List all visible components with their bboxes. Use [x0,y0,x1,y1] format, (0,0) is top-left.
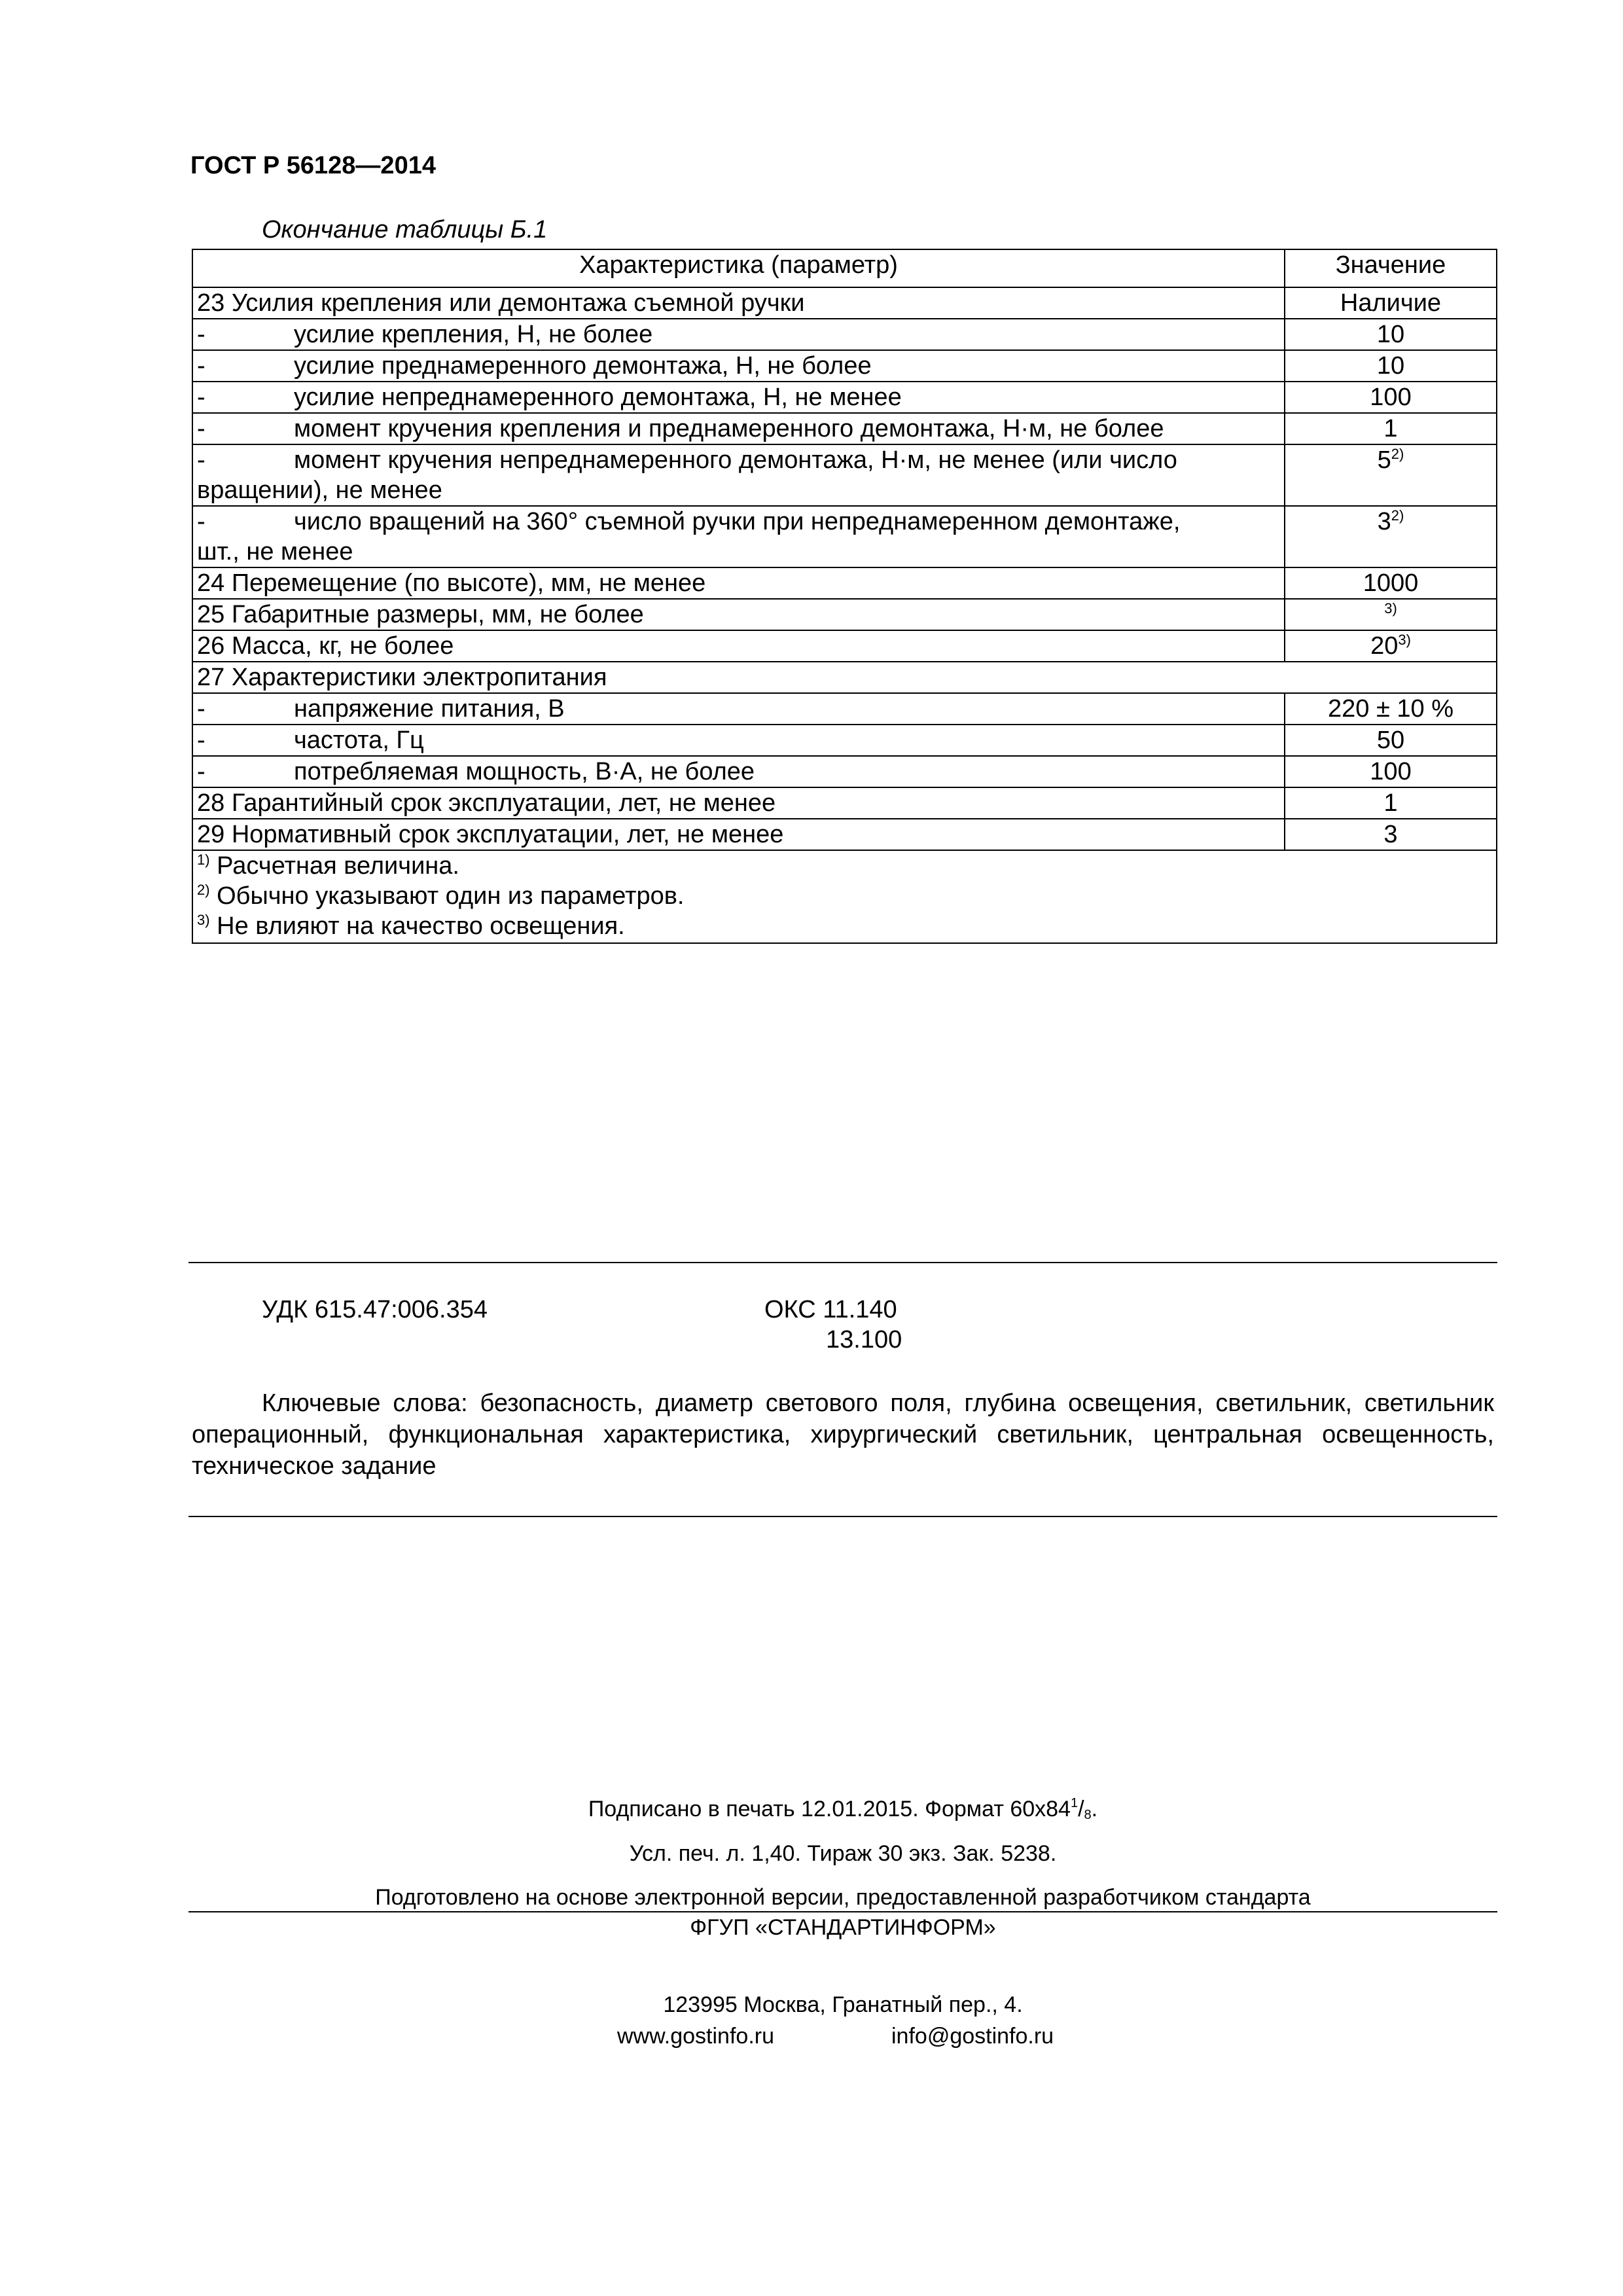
row-label-continuation: шт., не менее [197,538,353,565]
table-row [192,630,1497,662]
dash-marker: - [197,415,205,442]
table-row [192,819,1497,850]
row-label: усилие крепления, Н, не более [294,321,653,348]
dash-marker: - [197,508,205,535]
table-caption: Окончание таблицы Б.1 [262,216,548,243]
dash-marker: - [197,384,205,411]
format-slash: / [1078,1797,1084,1821]
separator-rule [188,1262,1497,1263]
dash-marker: - [197,758,205,785]
row-label-cell [192,693,1285,725]
table-row [192,599,1497,630]
row-value: 100 [1285,382,1497,413]
format-suffix: . [1091,1797,1098,1821]
oks-code: ОКС 11.140 [764,1296,897,1323]
dash-marker: - [197,695,205,723]
oks-code: 13.100 [826,1326,902,1354]
row-value-cell [1285,506,1497,567]
row-label: момент кручения непреднамеренного демонтажа, Н·м, не менее (или число [294,446,1177,474]
row-label: усилие непреднамеренного демонтажа, Н, не менее [294,384,902,411]
row-label-cell [192,382,1285,413]
row-value: 5 [1377,446,1391,474]
row-label-cell [192,413,1285,444]
imprint-print-info: Усл. печ. л. 1,40. Тираж 30 экз. Зак. 5238. [629,1841,1057,1866]
publisher-address: 123995 Москва, Гранатный пер., 4. [663,1992,1023,2017]
footnote-mark: 2) [197,882,210,898]
row-label-cell [192,319,1285,350]
row-label-continuation: вращении), не менее [197,476,442,504]
udk-code: УДК 615.47:006.354 [262,1296,488,1323]
row-value: 1 [1285,787,1497,819]
column-header-parameter: Характеристика (параметр) [192,249,1285,287]
footnote-ref: 2) [1391,446,1404,462]
row-label-cell [192,756,1285,787]
format-numerator: 1 [1070,1796,1079,1810]
row-value: 100 [1285,756,1497,787]
row-label-cell [192,350,1285,382]
dash-marker: - [197,726,205,754]
separator-rule [188,1516,1497,1517]
row-label: 25 Габаритные размеры, мм, не более [192,599,1285,630]
row-label: 24 Перемещение (по высоте), мм, не менее [192,567,1285,599]
row-value: 10 [1285,319,1497,350]
row-value-cell [1285,599,1497,630]
footnote-text: Расчетная величина. [209,852,459,880]
document-code: ГОСТ Р 56128—2014 [190,152,436,179]
email-link[interactable]: info@gostinfo.ru [891,2024,1054,2049]
footnote-text: Обычно указывают один из параметров. [209,882,685,910]
imprint-signed [188,1797,1497,1822]
row-value: 3 [1285,819,1497,850]
table-row [192,756,1497,787]
table-row [192,506,1497,567]
footnote-ref: 3) [1398,632,1411,648]
footnote-mark: 1) [197,852,210,868]
imprint-prepared-by: Подготовлено на основе электронной версии, предоставленной разработчиком стандарта [375,1885,1311,1910]
footnote-ref: 3) [1384,600,1397,617]
row-label: 23 Усилия крепления или демонтажа съемной ручки [192,287,1285,319]
footnote [197,851,1492,881]
row-value: 1000 [1285,567,1497,599]
row-label-cell [192,725,1285,756]
table-row [192,787,1497,819]
table-row [192,693,1497,725]
footnote-ref: 2) [1391,507,1404,524]
table-row [192,287,1497,319]
row-value-cell [1285,630,1497,662]
table-row [192,350,1497,382]
footnote-text: Не влияют на качество освещения. [209,912,625,940]
footnote-mark: 3) [197,912,210,928]
table-row [192,444,1497,506]
row-value: 50 [1285,725,1497,756]
row-value: Наличие [1285,287,1497,319]
table-row [192,382,1497,413]
row-value: 1 [1285,413,1497,444]
row-label: напряжение питания, В [294,695,565,723]
row-label: число вращений на 360° съемной ручки при непреднамеренном демонтаже, [294,508,1181,535]
table-row [192,413,1497,444]
website-link[interactable]: www.gostinfo.ru [617,2024,774,2049]
table-row [192,662,1497,693]
row-label: частота, Гц [294,726,424,754]
row-value: 3 [1377,508,1391,535]
row-value-cell [1285,444,1497,506]
row-label: потребляемая мощность, В·А, не более [294,758,755,785]
table-header-row [192,249,1497,287]
table-notes-row [192,850,1497,943]
row-label: 28 Гарантийный срок эксплуатации, лет, не менее [192,787,1285,819]
row-label-cell [192,444,1285,506]
row-label: 27 Характеристики электропитания [192,662,1497,693]
publisher-name: ФГУП «СТАНДАРТИНФОРМ» [690,1915,996,1940]
row-label: усилие преднамеренного демонтажа, Н, не более [294,352,872,380]
format-denominator: 8 [1084,1808,1092,1822]
table-notes [192,850,1497,943]
footnote [197,911,1492,941]
keywords-paragraph: Ключевые слова: безопасность, диаметр светового поля, глубина освещения, светильник, светильник операционный, функциональная характеристика, хирургический светильник, центральная освещенность, техническое задание [192,1390,1494,1480]
separator-rule [188,1911,1497,1912]
table-row [192,725,1497,756]
table-row [192,567,1497,599]
column-header-value: Значение [1285,249,1497,287]
row-value: 220 ± 10 % [1285,693,1497,725]
table-row [192,319,1497,350]
row-label: 29 Нормативный срок эксплуатации, лет, не менее [192,819,1285,850]
row-label: 26 Масса, кг, не более [192,630,1285,662]
row-value: 20 [1370,632,1399,660]
row-label: момент кручения крепления и преднамеренного демонтажа, Н·м, не более [294,415,1164,442]
dash-marker: - [197,446,205,474]
signed-text: Подписано в печать 12.01.2015. Формат 60х84 [588,1797,1071,1821]
dash-marker: - [197,352,205,380]
specification-table [192,249,1497,944]
footnote [197,881,1492,911]
row-value: 10 [1285,350,1497,382]
row-label-cell [192,506,1285,567]
dash-marker: - [197,321,205,348]
